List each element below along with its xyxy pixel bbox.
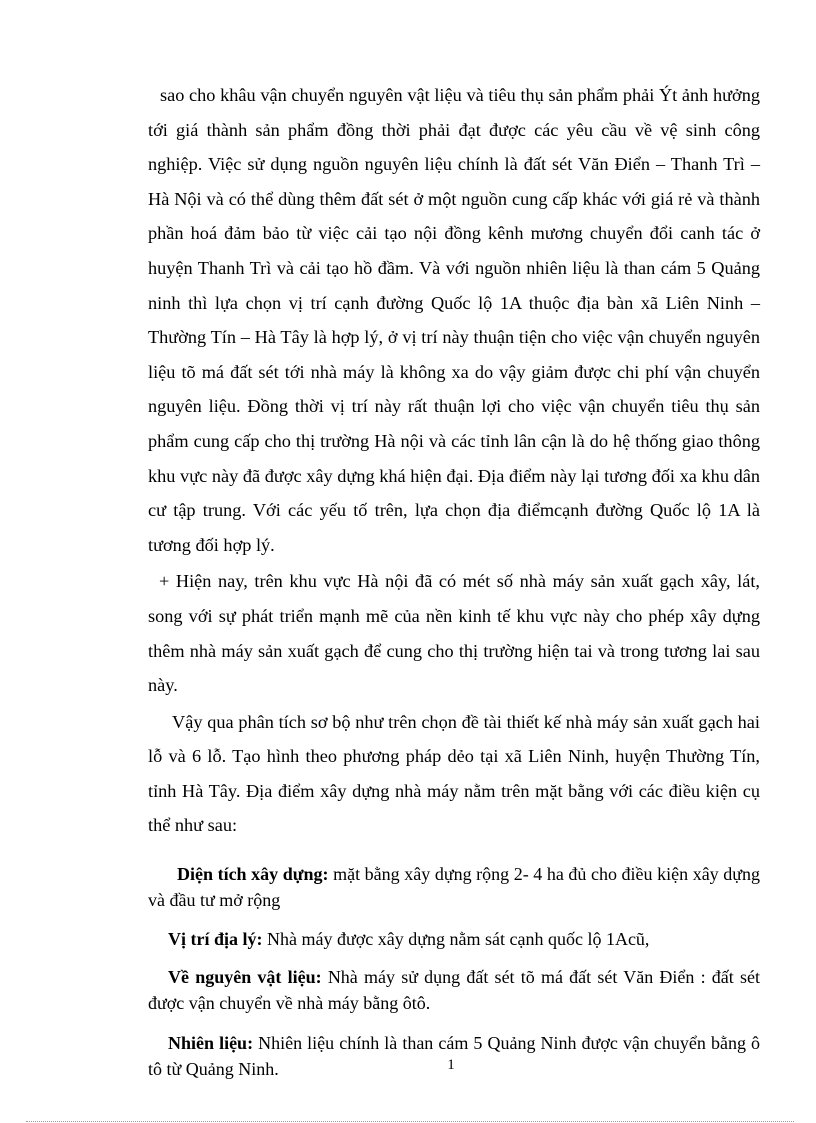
condition-label: Diện tích xây dựng: xyxy=(177,864,329,885)
document-body xyxy=(148,78,760,1082)
condition-text: Nhiên liệu chính là than cám 5 Quảng Ninh được vận chuyển bằng ô tô từ Quảng Ninh. xyxy=(148,1033,761,1080)
condition-raw-materials xyxy=(148,964,760,1016)
condition-text: mặt bằng xây dựng rộng 2- 4 ha đủ cho điều kiện xây dựng và đầu tư mở rộng xyxy=(148,864,761,911)
condition-label: Về nguyên vật liệu: xyxy=(168,967,322,988)
condition-label: Vị trí địa lý: xyxy=(168,929,263,950)
condition-text: Nhà máy được xây dựng nằm sát cạnh quốc lộ 1Acũ, xyxy=(262,929,650,950)
condition-construction-area xyxy=(148,861,760,913)
paragraph-site-selection: sao cho khâu vận chuyển nguyên vật liệu và tiêu thụ sản phẩm phải Ýt ảnh hưởng tới giá thành sản phẩm đồng thời phải đạt được các yêu cầu về vệ sinh công nghiệp. Việc sử dụng nguồn nguyên liệu chính là đất sét Văn Điển – Thanh Trì – Hà Nội và có thể dùng thêm đất sét ở một nguồn cung cấp khác với giá rẻ và thành phần hoá đảm bảo từ việc cải tạo nội đồng kênh mương chuyển đổi canh tác ở huyện Thanh Trì và cải tạo hồ đầm. Và với nguồn nhiên liệu là than cám 5 Quảng ninh thì lựa chọn vị trí cạnh đường Quốc lộ 1A thuộc địa bàn xã Liên Ninh – Thường Tín – Hà Tây là hợp lý, ở vị trí này thuận tiện cho việc vận chuyển nguyên liệu tõ má đất sét tới nhà máy là không xa do vậy giảm được chi phí vận chuyển nguyên liệu. Đồng thời vị trí này rất thuận lợi cho việc vận chuyển tiêu thụ sản phẩm cung cấp cho thị trường Hà nội và các tỉnh lân cận là do hệ thống giao thông khu vực này đã được xây dựng khá hiện đại. Địa điểm này lại tương đối xa khu dân cư tập trung. Với các yếu tố trên, lựa chọn địa điểmcạnh đường Quốc lộ 1A là tương đối hợp lý. xyxy=(148,85,760,555)
condition-label: Nhiên liệu: xyxy=(168,1033,254,1054)
page-number: 1 xyxy=(447,1057,455,1073)
page-footer-divider xyxy=(26,1121,794,1122)
condition-text: Nhà máy sử dụng đất sét tõ má đất sét Văn Điển : đất sét được vận chuyển về nhà máy bằng ôtô. xyxy=(148,967,760,1014)
condition-location xyxy=(148,926,760,952)
paragraph-market-need: + Hiện nay, trên khu vực Hà nội đã có mét số nhà máy sản xuất gạch xây, lát, song với sự phát triển mạnh mẽ của nền kinh tế khu vực này cho phép xây dựng thêm nhà máy sản xuất gạch để cung cho thị trường hiện tai và trong tương lai sau này. xyxy=(148,571,760,696)
paragraph-conclusion: Vậy qua phân tích sơ bộ như trên chọn đề tài thiết kế nhà máy sản xuất gạch hai lỗ và 6 lỗ. Tạo hình theo phương pháp dẻo tại xã Liên Ninh, huyện Thường Tín, tỉnh Hà Tây. Địa điểm xây dựng nhà máy nằm trên mặt bằng với các điều kiện cụ thể như sau: xyxy=(148,711,760,836)
